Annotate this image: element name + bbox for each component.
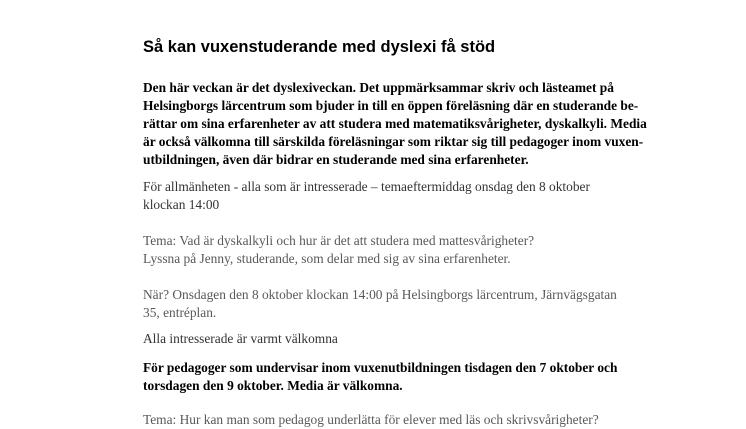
intro-line: Helsingborgs lärcentrum som bjuder in till en öppen föreläsning där en studerande be- <box>143 98 639 113</box>
teachers-line: torsdagen den 9 oktober. Media är välkomna. <box>143 378 403 393</box>
cutoff-line: Tema: Hur kan man som pedagog underlätta för elever med läs och skrivsvårigheter? <box>143 412 599 427</box>
when-paragraph <box>143 286 617 322</box>
public-event-paragraph <box>143 178 590 214</box>
teachers-paragraph <box>143 359 617 395</box>
theme-paragraph <box>143 232 534 268</box>
intro-line: Den här veckan är det dyslexiveckan. Det uppmärksammar skriv och lästeamet på <box>143 80 614 95</box>
when-line: När? Onsdagen den 8 oktober klockan 14:00 på Helsingborgs lärcentrum, Järnvägsgatan <box>143 287 617 302</box>
teachers-line: För pedagoger som undervisar inom vuxenutbildningen tisdagen den 7 oktober och <box>143 360 618 375</box>
welcome-line: Alla intresserade är varmt välkomna <box>143 331 338 346</box>
intro-paragraph <box>143 79 647 169</box>
public-event-line: klockan 14:00 <box>143 197 220 212</box>
cutoff-paragraph <box>143 411 599 429</box>
when-line: 35, entréplan. <box>143 305 217 320</box>
page-title: Så kan vuxenstuderande med dyslexi få stöd <box>143 38 496 56</box>
welcome-paragraph <box>143 330 338 348</box>
public-event-line: För allmänheten - alla som är intresserade – temaeftermiddag onsdag den 8 oktober <box>143 179 590 194</box>
intro-line: utbildningen, även där bidrar en studerande med sina erfarenheter. <box>143 152 529 167</box>
intro-line: är också välkomna till särskilda föreläsningar som riktar sig till pedagoger inom vuxen- <box>143 134 644 149</box>
intro-line: rättar om sina erfarenheter av att studera med matematiksvårigheter, dyskalkyli. Media <box>143 116 647 131</box>
theme-line: Tema: Vad är dyskalkyli och hur är det att studera med mattesvårigheter? <box>143 233 535 248</box>
theme-line: Lyssna på Jenny, studerande, som delar med sig av sina erfarenheter. <box>143 251 511 266</box>
